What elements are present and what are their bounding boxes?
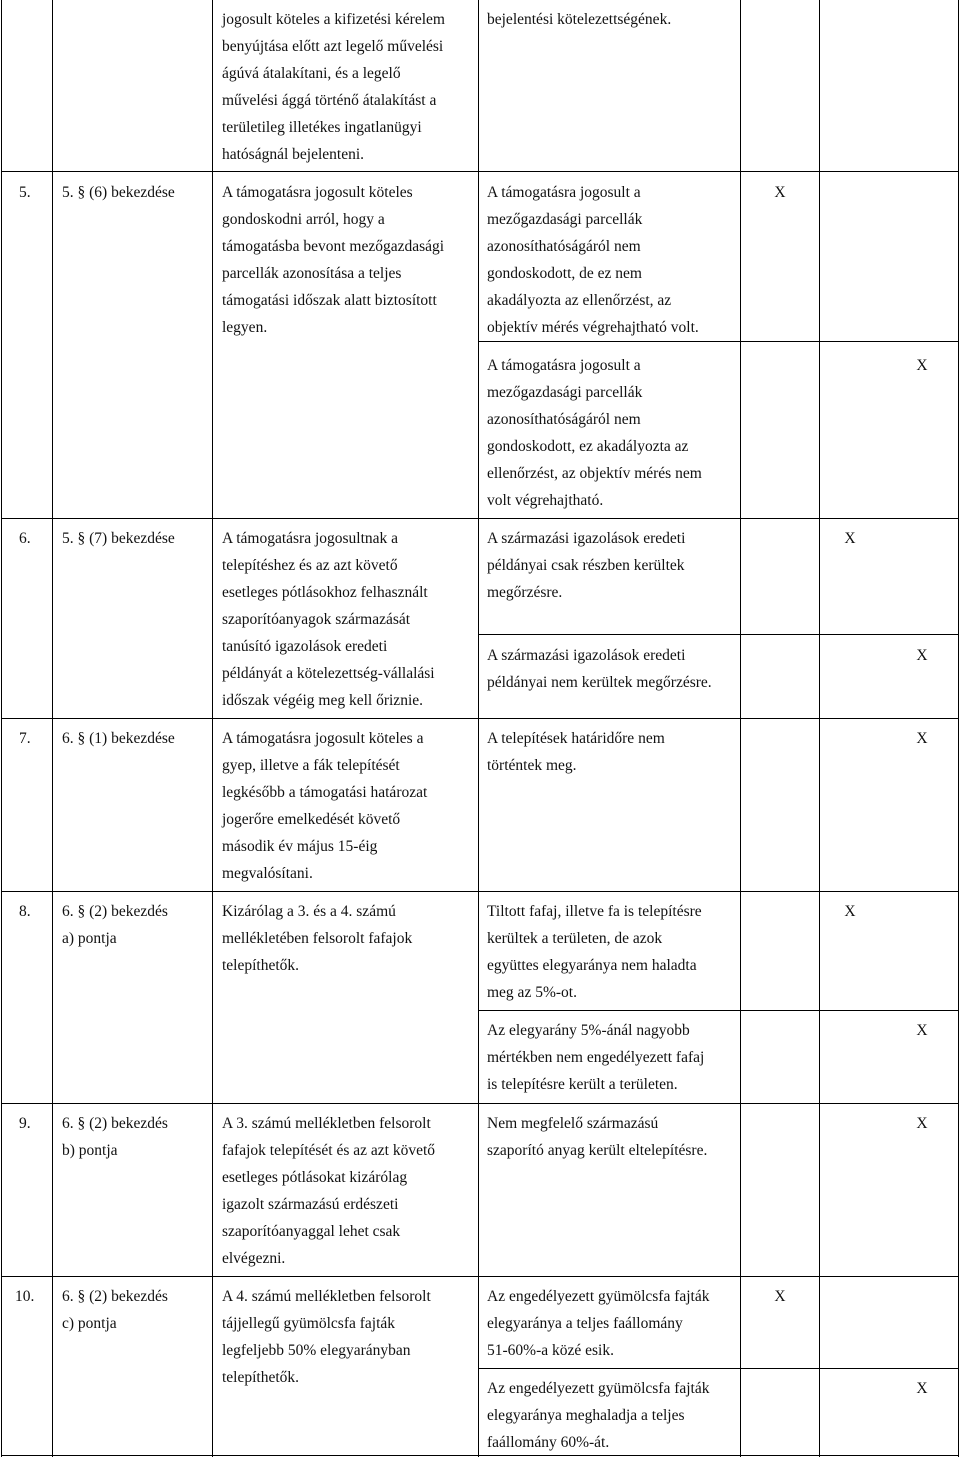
legal-reference: 6. § (2) bekezdés c) pontja xyxy=(62,1288,168,1332)
row-divider xyxy=(1,1276,959,1277)
subrow-divider xyxy=(478,1368,959,1369)
row-number: 9. xyxy=(19,1115,31,1132)
table-border-left xyxy=(1,0,2,1457)
column-divider xyxy=(52,0,53,1457)
finding-cell: A származási igazolások eredeti példányai nem kerültek megőrzésre. xyxy=(487,647,712,691)
row-divider xyxy=(1,171,959,172)
requirement-cell: A 4. számú mellékletben felsorolt tájjellegű gyümölcsfa fajták legfeljebb 50% elegyarányban telepíthetők. xyxy=(222,1288,431,1386)
sanction-mark: X xyxy=(916,730,928,747)
legal-reference: 6. § (1) bekezdése xyxy=(62,730,175,747)
column-divider xyxy=(212,0,213,1457)
sanction-mark: X xyxy=(774,184,786,201)
finding-cell: Az elegyarány 5%-ánál nagyobb mértékben nem engedélyezett fafaj is telepítésre került a területen. xyxy=(487,1022,705,1093)
table-border-right xyxy=(958,0,959,1457)
legal-reference: 5. § (6) bekezdése xyxy=(62,184,175,201)
sanction-mark: X xyxy=(916,647,928,664)
finding-cell: Nem megfelelő származású szaporító anyag került eltelepítésre. xyxy=(487,1115,708,1159)
finding-cell: A telepítések határidőre nem történtek meg. xyxy=(487,730,665,774)
sanction-mark: X xyxy=(916,357,928,374)
requirement-cell: A támogatásra jogosult köteles gondoskodni arról, hogy a támogatásba bevont mezőgazdasági parcellák azonosítása a teljes támogatási időszak alatt biztosított legyen. xyxy=(222,184,445,336)
finding-cell: A támogatásra jogosult a mezőgazdasági parcellák azonosíthatóságáról nem gondoskodott, ez akadályozta az ellenőrzést, az objektív mérés nem volt végrehajtható. xyxy=(487,357,702,509)
sanction-mark: X xyxy=(844,903,856,920)
finding-cell: Az engedélyezett gyümölcsfa fajták elegyaránya a teljes faállomány 51-60%-a közé esik. xyxy=(487,1288,710,1359)
finding-cell: Az engedélyezett gyümölcsfa fajták elegyaránya meghaladja a teljes faállomány 60%-át. xyxy=(487,1380,710,1451)
finding-cell: A támogatásra jogosult a mezőgazdasági parcellák azonosíthatóságáról nem gondoskodott, de ez nem akadályozta az ellenőrzést, az objektív mérés végrehajtható volt. xyxy=(487,184,699,336)
row-divider xyxy=(1,518,959,519)
finding-cell: bejelentési kötelezettségének. xyxy=(487,11,672,28)
requirement-cell: Kizárólag a 3. és a 4. számú mellékletében felsorolt fafajok telepíthetők. xyxy=(222,903,413,974)
subrow-divider xyxy=(478,634,959,635)
row-number: 6. xyxy=(19,530,31,547)
column-divider xyxy=(478,0,479,1457)
finding-cell: A származási igazolások eredeti példányai csak részben kerültek megőrzésre. xyxy=(487,530,686,601)
requirement-cell: A 3. számú mellékletben felsorolt fafajok telepítését és az azt követő esetleges pótlásokat kizárólag igazolt származású erdészeti szaporítóanyaggal lehet csak elvégezni. xyxy=(222,1115,436,1267)
requirement-cell: A támogatásra jogosultnak a telepítéshez és az azt követő esetleges pótlásokhoz felhasznált szaporítóanyagok származását tanúsító igazolások eredeti példányát a kötelezettség-vállalási időszak végéig meg kell őriznie. xyxy=(222,530,435,709)
legal-reference: 6. § (2) bekezdés b) pontja xyxy=(62,1115,168,1159)
row-divider xyxy=(1,1103,959,1104)
table-border-bottom xyxy=(1,1455,959,1456)
legal-reference: 6. § (2) bekezdés a) pontja xyxy=(62,903,168,947)
row-number: 8. xyxy=(19,903,31,920)
sanction-mark: X xyxy=(844,530,856,547)
row-number: 10. xyxy=(15,1288,35,1305)
sanction-mark: X xyxy=(916,1380,928,1397)
finding-cell: Tiltott fafaj, illetve fa is telepítésre kerültek a területen, de azok együttes elegyaránya nem haladta meg az 5%-ot. xyxy=(487,903,702,1001)
requirement-cell: jogosult köteles a kifizetési kérelem benyújtása előtt azt legelő művelési ágúvá átalakítani, és a legelő művelési ággá történő átalakítást a területileg illetékes ingatlanügyi hatóságnál bejelenteni. xyxy=(222,11,445,163)
row-divider xyxy=(1,891,959,892)
subrow-divider xyxy=(478,1010,959,1011)
subrow-divider xyxy=(478,341,959,342)
sanction-mark: X xyxy=(916,1022,928,1039)
legal-reference: 5. § (7) bekezdése xyxy=(62,530,175,547)
requirement-cell: A támogatásra jogosult köteles a gyep, illetve a fák telepítését legkésőbb a támogatási határozat jogerőre emelkedését követő második év május 15-éig megvalósítani. xyxy=(222,730,428,882)
sanction-mark: X xyxy=(916,1115,928,1132)
row-number: 5. xyxy=(19,184,31,201)
column-divider xyxy=(740,0,741,1457)
row-divider xyxy=(1,718,959,719)
sanction-mark: X xyxy=(774,1288,786,1305)
column-divider xyxy=(819,0,820,1457)
row-number: 7. xyxy=(19,730,31,747)
